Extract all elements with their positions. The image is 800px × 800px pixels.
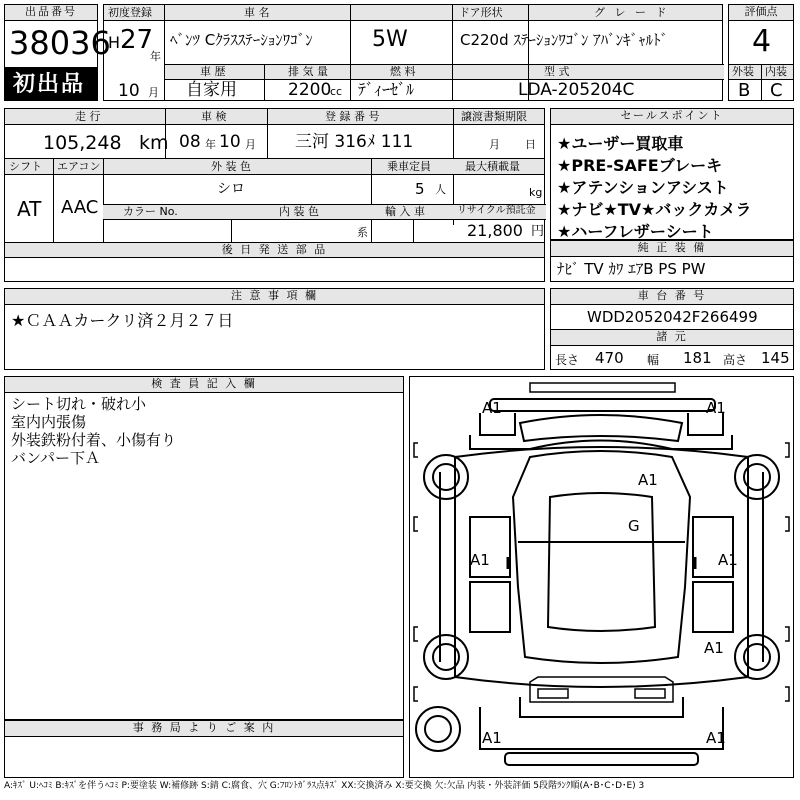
selling-point: ★PRE-SAFEブレーキ — [557, 156, 723, 175]
legend: A:ｷｽﾞ U:ﾍｺﾐ B:ｷｽﾞを伴うﾍｺﾐ P:要塗装 W:補修跡 S:錆 C:腐食、穴 G:ﾌﾛﾝﾄｶﾞﾗｽ点ｷｽﾞ XX:交換済み X:要交換 欠:欠品 内装・外装評価 5段階ﾗﾝｸ順(A･B･C･D･E) 3 — [4, 781, 645, 791]
first-listing-text: 初出品 — [13, 72, 86, 97]
exterior-label: 外装 — [732, 65, 754, 78]
reg-month-unit: 月 — [148, 86, 159, 99]
displacement-unit: cc — [330, 85, 343, 98]
length-label: 長さ — [555, 353, 580, 367]
selling-points-box — [550, 108, 794, 240]
inspector-box — [4, 376, 404, 720]
inspector-line: 外装鉄粉付着、小傷有り — [11, 431, 177, 449]
selling-point: ★ナビ★TV★バックカメラ — [557, 200, 752, 219]
interior-grade: C — [770, 80, 783, 101]
grade: C220d ｽﾃｰｼｮﾝﾜｺﾞﾝ ｱﾊﾞﾝｷﾞｬﾙﾄﾞ — [460, 31, 669, 49]
int-color-suffix: 系 — [357, 226, 368, 239]
damage-mark: A1 — [706, 399, 726, 417]
damage-mark: A1 — [482, 399, 502, 417]
width: 181 — [683, 349, 712, 367]
lot-box — [4, 4, 111, 68]
later-parts-label: 後 日 発 送 部 品 — [5, 242, 544, 258]
recycle-unit: 円 — [531, 224, 545, 239]
inspector-line: バンパー下Ａ — [11, 449, 100, 467]
header-table — [103, 4, 723, 101]
inspector-line: シート切れ・破れ小 — [11, 395, 147, 413]
height-label: 高さ — [723, 353, 748, 367]
model-label: 型 式 — [544, 65, 570, 78]
name-label: 車 名 — [244, 6, 270, 19]
reg-year-unit: 年 — [150, 50, 161, 63]
height: 145 — [761, 349, 790, 367]
inspection-year: 08 — [179, 132, 201, 152]
equipment-label: 純 正 装 備 — [551, 241, 793, 257]
interior-label: 内装 — [765, 65, 787, 78]
exterior-color: シロ — [217, 181, 245, 197]
plate-label: 登 録 番 号 — [325, 110, 380, 123]
reg-label: 初度登録 — [108, 6, 152, 19]
shift: AT — [17, 197, 42, 221]
grade-label: グ レ ー ド — [594, 6, 670, 19]
inspector-line: 室内内張傷 — [11, 413, 87, 431]
equipment-box — [550, 240, 794, 282]
fuel-label: 燃 料 — [390, 65, 416, 78]
notes-text: ★ＣＡＡカークリ済２月２７日 — [11, 311, 234, 330]
exterior-grade: B — [738, 80, 751, 101]
damage-mark: A1 — [482, 729, 502, 747]
damage-mark: G — [628, 517, 640, 535]
length: 470 — [595, 349, 624, 367]
load-label: 最大積載量 — [465, 160, 520, 173]
color-no-label: カラー No. — [123, 205, 178, 218]
transfer-label: 譲渡書類期限 — [461, 110, 527, 123]
car-name: ﾍﾞﾝﾂ Cｸﾗｽｽﾃｰｼｮﾝﾜｺﾞﾝ — [170, 31, 313, 49]
selling-point: ★アテンションアシスト — [557, 178, 729, 197]
mileage: 105,248 — [43, 132, 122, 154]
notes-box — [4, 288, 545, 370]
ac-type: AAC — [61, 197, 99, 218]
damage-mark: A1 — [470, 551, 490, 569]
damage-mark: A1 — [704, 639, 724, 657]
chassis-label: 車 台 番 号 — [551, 289, 793, 305]
inspection-label: 車 検 — [201, 110, 227, 123]
lot-number: 38036 — [9, 24, 111, 62]
notes-label: 注 意 事 項 欄 — [5, 289, 544, 305]
damage-mark: A1 — [638, 471, 658, 489]
mileage-label: 走 行 — [75, 110, 101, 123]
displacement: 2200 — [288, 80, 332, 100]
ac-label: エアコン — [57, 160, 101, 173]
spec-table — [4, 108, 545, 282]
lot-label: 出品番号 — [5, 5, 97, 21]
transfer-month-unit: 月 — [489, 138, 500, 151]
chassis-box — [550, 288, 794, 370]
inspection-month: 10 — [219, 132, 241, 152]
inspection-month-unit: 月 — [245, 138, 256, 151]
selling-points-label: セールスポイント — [551, 109, 793, 125]
damage-mark: A1 — [718, 551, 738, 569]
import-label: 輸 入 車 — [385, 205, 425, 218]
score: 4 — [752, 24, 772, 59]
door-label: ドア形状 — [459, 6, 503, 19]
capacity: 5 — [415, 180, 425, 198]
capacity-unit: 人 — [435, 183, 446, 196]
history-label: 車 歴 — [200, 65, 226, 78]
inspection-year-unit: 年 — [205, 138, 216, 151]
inspector-label: 検 査 員 記 入 欄 — [5, 377, 403, 393]
displacement-label: 排 気 量 — [288, 65, 328, 78]
reg-era: H — [108, 33, 121, 52]
office-label: 事 務 局 よ り ご 案 内 — [5, 721, 403, 737]
office-box — [4, 720, 404, 778]
recycle-label: リサイクル預託金 — [457, 205, 536, 216]
car-outline — [410, 377, 793, 777]
reg-year: 27 — [120, 25, 154, 55]
damage-diagram — [409, 376, 794, 778]
dims-label: 諸 元 — [551, 330, 793, 346]
model: LDA-205204C — [518, 80, 635, 100]
mileage-unit: km — [139, 132, 169, 154]
width-label: 幅 — [647, 353, 660, 367]
capacity-label: 乗車定員 — [387, 160, 431, 173]
plate-number: 三河 316ﾒ 111 — [295, 132, 414, 152]
shift-label: シフト — [9, 160, 42, 173]
history: 自家用 — [186, 80, 237, 100]
fuel: ﾃﾞｨｰｾﾞﾙ — [358, 80, 415, 99]
load-unit: kg — [529, 186, 543, 199]
int-color-label: 内 装 色 — [279, 205, 319, 218]
transfer-day-unit: 日 — [525, 138, 536, 151]
door-type: 5W — [372, 27, 408, 52]
chassis-number: WDD2052042F266499 — [587, 308, 758, 326]
recycle-fee: 21,800 — [467, 221, 523, 240]
damage-mark: A1 — [706, 729, 726, 747]
score-box — [728, 4, 794, 101]
score-label: 評価点 — [729, 5, 793, 21]
selling-point: ★ユーザー買取車 — [557, 134, 684, 153]
color-label: 外 装 色 — [211, 160, 251, 173]
equipment: ﾅﾋﾞ TV ｶﾜ ｴｱB PS PW — [557, 260, 706, 278]
first-listing-badge — [4, 68, 98, 101]
selling-point: ★ハーフレザーシート — [557, 222, 714, 241]
reg-month: 10 — [118, 81, 140, 101]
